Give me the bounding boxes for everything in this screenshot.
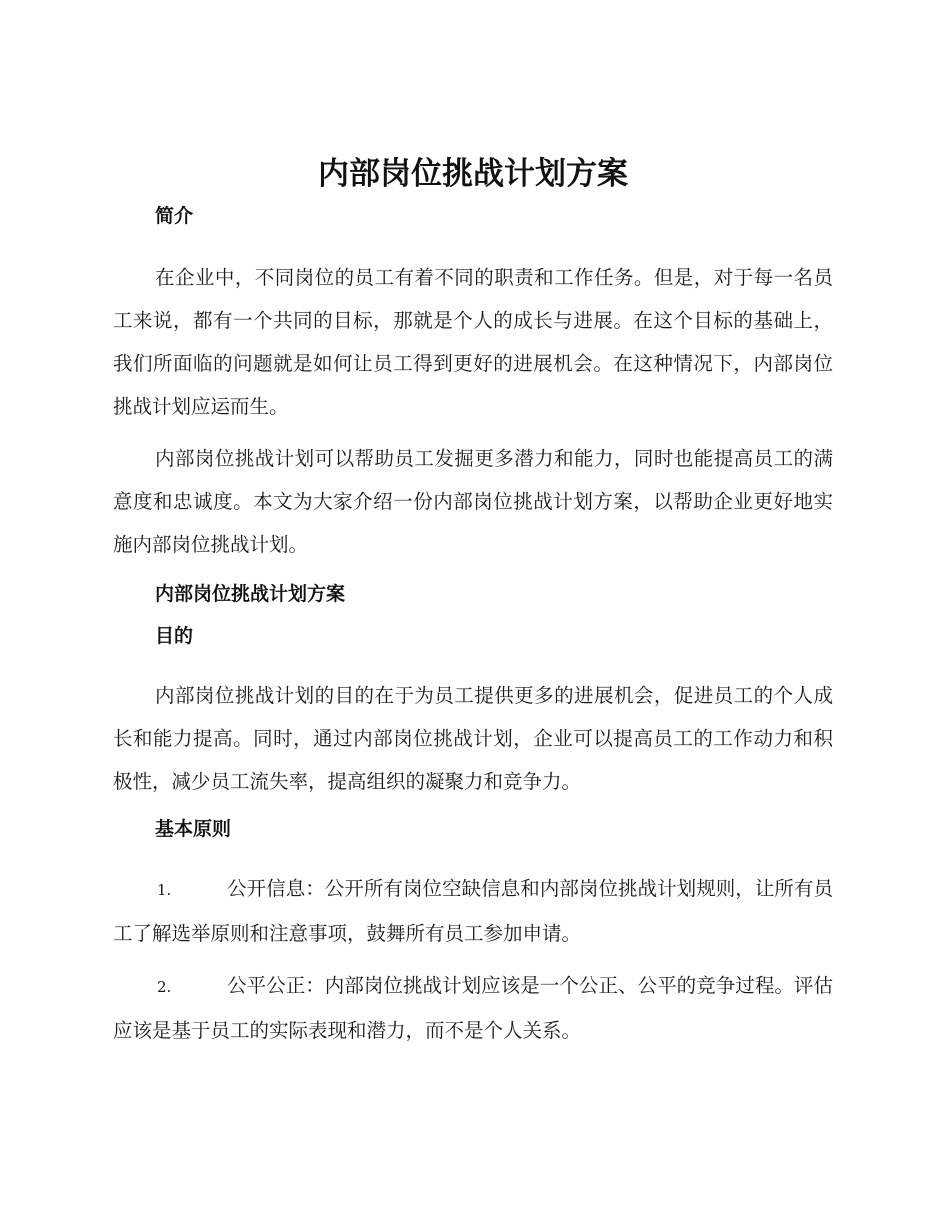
goal-paragraph: 内部岗位挑战计划的目的在于为员工提供更多的进展机会，促进员工的个人成长和能力提高。同时，通过内部岗位挑战计划，企业可以提高员工的工作动力和积极性，减少员工流失率，提高组织的凝聚力和竞争力。 <box>113 684 833 793</box>
section-heading-goal: 目的 <box>155 625 194 647</box>
section-heading-intro: 简介 <box>155 205 194 227</box>
principle-item-2 <box>113 964 833 1052</box>
principle-item-1 <box>113 867 833 955</box>
document-title: 内部岗位挑战计划方案 <box>318 156 628 192</box>
document-body <box>113 148 833 1061</box>
intro-paragraph-2: 内部岗位挑战计划可以帮助员工发掘更多潜力和能力，同时也能提高员工的满意度和忠诚度。本文为大家介绍一份内部岗位挑战计划方案，以帮助企业更好地实施内部岗位挑战计划。 <box>113 447 833 556</box>
principle-number-2: 2. <box>157 978 172 996</box>
principle-text-1: 公开信息：公开所有岗位空缺信息和内部岗位挑战计划规则，让所有员工了解选举原则和注意事项，鼓舞所有员工参加申请。 <box>113 877 833 945</box>
principle-number-1: 1. <box>157 881 172 899</box>
principle-text-2: 公平公正：内部岗位挑战计划应该是一个公正、公平的竞争过程。评估应该是基于员工的实际表现和潜力，而不是个人关系。 <box>113 974 833 1042</box>
section-heading-plan: 内部岗位挑战计划方案 <box>155 583 346 605</box>
section-heading-principles: 基本原则 <box>155 818 232 840</box>
intro-paragraph-1: 在企业中，不同岗位的员工有着不同的职责和工作任务。但是，对于每一名员工来说，都有一个共同的目标，那就是个人的成长与进展。在这个目标的基础上，我们所面临的问题就是如何让员工得到更好的进展机会。在这种情况下，内部岗位挑战计划应运而生。 <box>113 266 833 418</box>
